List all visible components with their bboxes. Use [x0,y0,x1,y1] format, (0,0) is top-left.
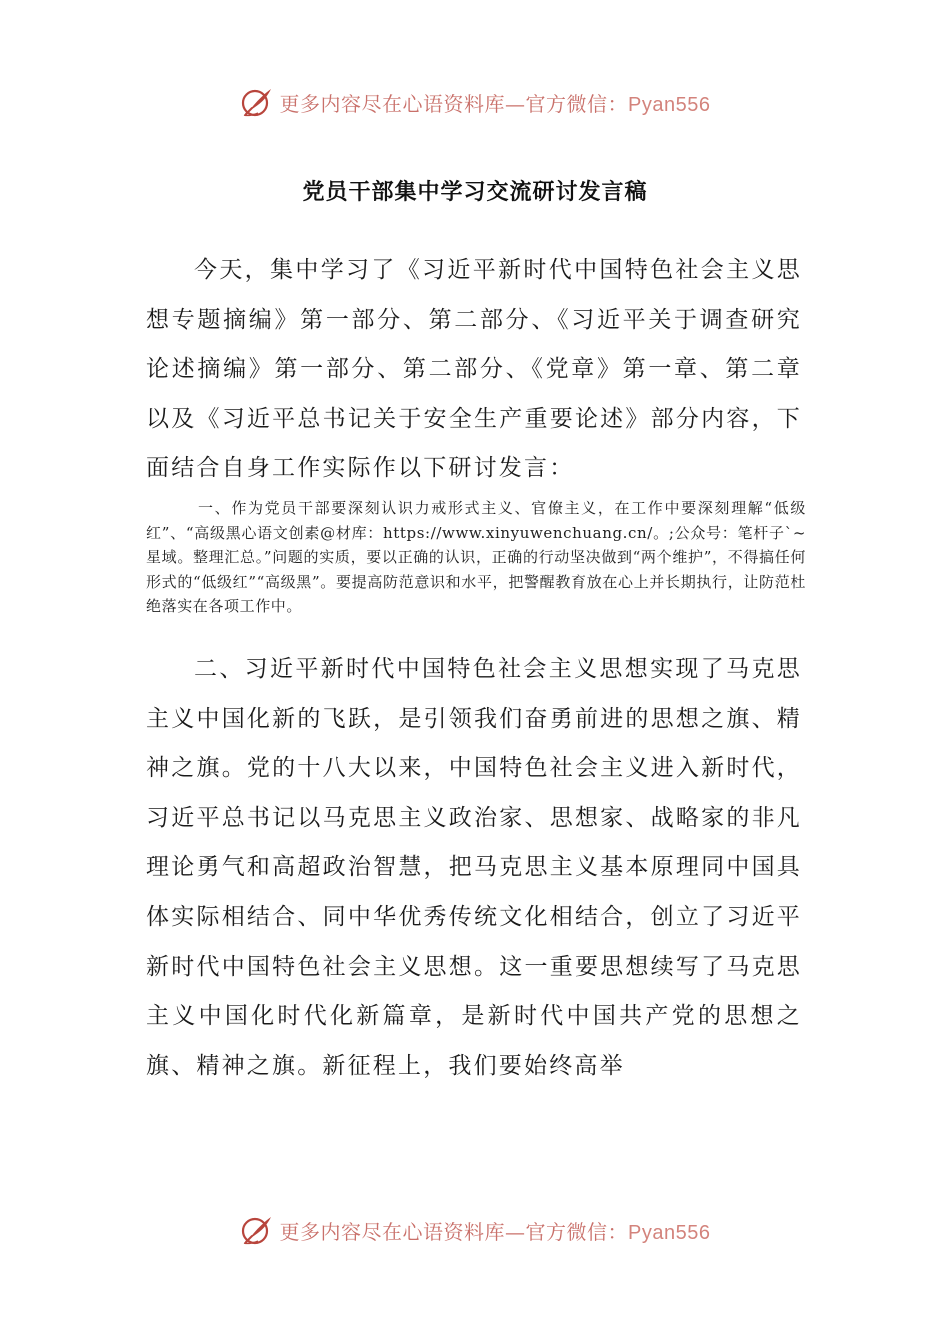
header-banner-label: 更多内容尽在心语资料库—官方微信： [279,91,629,116]
paragraph-section-two: 二、习近平新时代中国特色社会主义思想实现了马克思主义中国化新的飞跃，是引领我们奋勇前进的思想之旗、精神之旗。党的十八大以来，中国特色社会主义进入新时代，习近平总书记以马克思主义政治家、思想家、战略家的非凡理论勇气和高超政治智慧，把马克思主义基本原理同中国具体实际相结合、同中华优秀传统文化相结合，创立了习近平新时代中国特色社会主义思想。这一重要思想续写了马克思主义中国化时代化新篇章，是新时代中国共产党的思想之旗、精神之旗。新征程上，我们要始终高举 [146,656,802,1079]
header-banner-text [280,88,711,117]
paragraph-section-one: 一、作为党员干部要深刻认识力戒形式主义、官僚主义，在工作中要深刻理解“低级红”、“高级黑心语文创素@材库：https://www.xinyuwenchuang.cn/。;公众号：笔杆子`~星域。整理汇总。”问题的实质，要以正确的认识，正确的行动坚决做到“两个维护”，不得搞任何形式的“低级红”“高级黑”。要提高防范意识和水平，把警醒教育放在心上并长期执行，让防范杜绝落实在各项工作中。 [146,499,806,615]
paragraph-intro: 今天，集中学习了《习近平新时代中国特色社会主义思想专题摘编》第一部分、第二部分、《习近平关于调查研究论述摘编》第一部分、第二部分、《党章》第一章、第二章以及《习近平总书记关于安全生产重要论述》部分内容，下面结合自身工作实际作以下研讨发言： [146,257,802,482]
footer-banner-handle: Pyan556 [628,1221,711,1244]
header-banner [0,82,950,122]
footer-banner-text [280,1216,711,1245]
quill-logo-icon [240,1213,274,1247]
document-title: 党员干部集中学习交流研讨发言稿 [302,180,648,205]
footer-banner [0,1210,950,1250]
header-banner-handle: Pyan556 [628,93,711,116]
footer-banner-label: 更多内容尽在心语资料库—官方微信： [279,1219,629,1244]
quill-logo-icon [240,85,274,119]
